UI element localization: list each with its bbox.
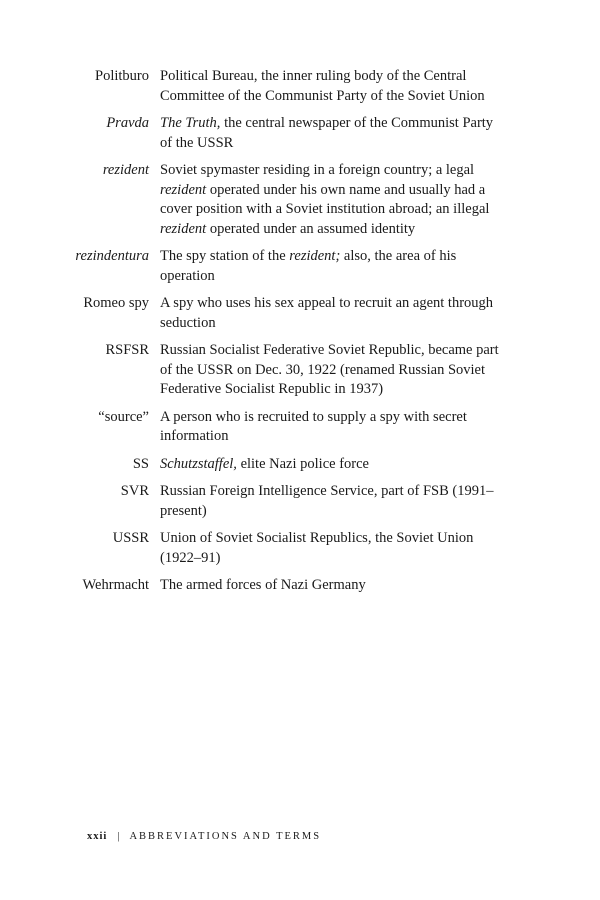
glossary-list xyxy=(0,67,600,604)
glossary-term: Politburo xyxy=(95,68,149,84)
definition-text: A spy who uses his sex appeal to recruit an agent through seduction xyxy=(160,295,494,331)
definition-text: also, the area of his operation xyxy=(160,248,457,284)
definition-italic-text: The Truth, xyxy=(160,115,221,131)
glossary-definition xyxy=(160,294,505,333)
glossary-entry xyxy=(0,482,600,521)
definition-text: The armed forces of Nazi Germany xyxy=(160,577,366,593)
glossary-term: “source” xyxy=(98,408,149,425)
glossary-definition xyxy=(160,455,505,475)
definition-text: Union of Soviet Socialist Republics, the Soviet Union (1922–91) xyxy=(160,530,474,566)
definition-italic-text: rezident xyxy=(160,220,207,237)
page-number: xxii xyxy=(87,831,108,842)
glossary-definition xyxy=(160,67,505,106)
glossary-entry xyxy=(0,114,600,153)
glossary-term: rezindentura xyxy=(75,248,149,264)
glossary-term: Romeo spy xyxy=(83,295,149,311)
glossary-definition xyxy=(160,161,505,239)
glossary-term: USSR xyxy=(112,530,149,546)
glossary-entry xyxy=(0,455,600,475)
definition-text: Soviet spymaster residing in a foreign country; a legal xyxy=(160,162,475,178)
running-head: ABBREVIATIONS AND TERMS xyxy=(129,831,322,842)
glossary-entry xyxy=(0,529,600,568)
glossary-entry xyxy=(0,67,600,106)
definition-italic-text: Schutzstaffel, xyxy=(160,455,237,472)
glossary-definition xyxy=(160,482,505,521)
definition-text: The spy station of the xyxy=(160,248,290,264)
glossary-definition xyxy=(160,576,505,596)
definition-italic-text: rezident xyxy=(160,181,207,198)
glossary-term: SVR xyxy=(120,483,149,499)
page-footer xyxy=(87,831,321,842)
glossary-definition xyxy=(160,529,505,568)
definition-text: elite Nazi police force xyxy=(236,455,369,472)
definition-text: A person who is recruited to supply a spy with secret information xyxy=(160,408,467,444)
footer-separator: | xyxy=(117,831,120,842)
glossary-term: RSFSR xyxy=(105,342,149,358)
glossary-definition xyxy=(160,114,505,153)
definition-text: Russian Foreign Intelligence Service, part of FSB (1991–present) xyxy=(160,483,494,519)
glossary-entry xyxy=(0,408,600,447)
definition-italic-text: rezident; xyxy=(289,248,341,264)
glossary-term: rezident xyxy=(102,162,149,178)
glossary-entry xyxy=(0,161,600,239)
glossary-term: Pravda xyxy=(106,115,149,131)
glossary-entry xyxy=(0,294,600,333)
definition-text: Political Bureau, the inner ruling body of the Central Committee of the Communist Party of the Soviet Union xyxy=(160,68,485,104)
glossary-entry xyxy=(0,576,600,596)
definition-text: the central newspaper of the Communist Party of the USSR xyxy=(160,115,494,151)
glossary-entry xyxy=(0,341,600,400)
glossary-definition xyxy=(160,341,505,400)
glossary-definition xyxy=(160,247,505,286)
glossary-entry xyxy=(0,247,600,286)
definition-text: Russian Socialist Federative Soviet Republic, became part of the USSR on Dec. 30, 1922 (renamed Russian Soviet Federative Socialist Republic in 1937) xyxy=(160,342,499,397)
definition-text: operated under his own name and usually had a cover position with a Soviet institution abroad; an illegal xyxy=(160,181,490,217)
glossary-definition xyxy=(160,408,505,447)
definition-text: operated under an assumed identity xyxy=(206,220,416,237)
glossary-term: Wehrmacht xyxy=(82,577,149,593)
glossary-term: SS xyxy=(132,455,149,472)
